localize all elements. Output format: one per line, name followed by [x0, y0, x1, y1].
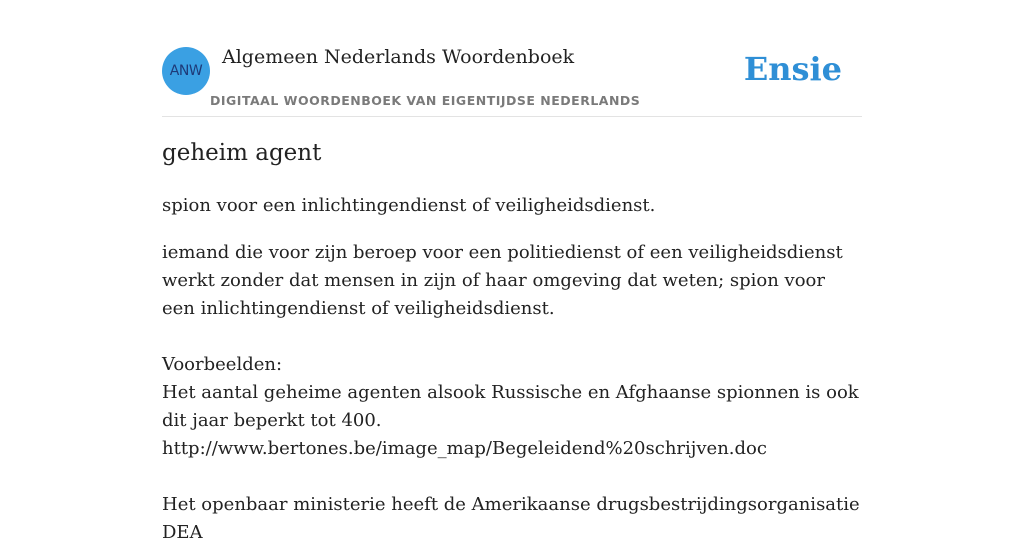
page	[162, 0, 862, 543]
entry-title: geheim agent	[162, 140, 322, 166]
site-header	[162, 0, 862, 117]
example-text: Het openbaar ministerie heeft de Amerikaanse drugsbestrijdingsorganisatie DEA	[162, 494, 860, 543]
site-subtitle: DIGITAAL WOORDENBOEK VAN EIGENTIJDSE NEDERLANDS	[210, 93, 641, 108]
example-source: http://www.bertones.be/image_map/Begeleidend%20schrijven.doc	[162, 438, 767, 459]
anw-logo[interactable]	[162, 47, 210, 95]
ensie-brand-logo[interactable]: Ensie	[743, 50, 842, 88]
examples-label: Voorbeelden:	[162, 354, 283, 375]
logo-text: ANW	[169, 63, 203, 79]
long-definition-block	[162, 239, 862, 547]
long-definition: iemand die voor zijn beroep voor een politiedienst of een veiligheidsdienst werkt zonder dat mensen in zijn of haar omgeving dat weten; spion voor een inlichtingendienst of veiligheidsdienst.	[162, 242, 843, 319]
example-text: Het aantal geheime agenten alsook Russische en Afghaanse spionnen is ook dit jaar beperkt tot 400.	[162, 382, 859, 431]
site-title[interactable]: Algemeen Nederlands Woordenboek	[222, 46, 575, 68]
short-definition: spion voor een inlichtingendienst of veiligheidsdienst.	[162, 195, 656, 216]
